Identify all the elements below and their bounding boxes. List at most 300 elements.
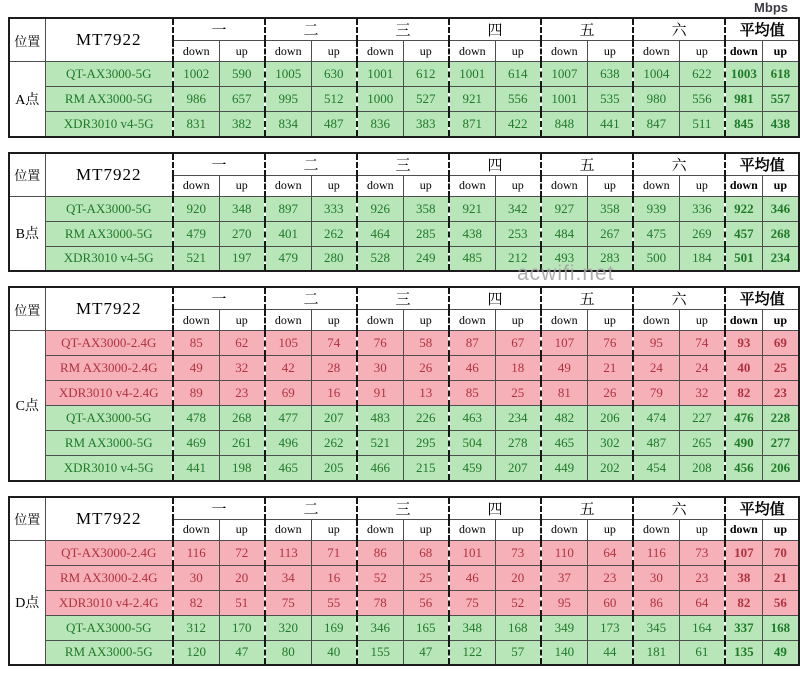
speed-cell-down: 483 [357,406,403,431]
group-header-4: 四 [449,18,541,41]
avg-down-cell: 38 [725,565,762,590]
speed-cell-up: 622 [679,62,725,87]
up-header: up [495,41,541,62]
table-row [9,381,799,406]
up-header: up [679,41,725,62]
down-header: down [449,175,495,196]
speed-cell-up: 535 [587,87,633,112]
speed-cell-down: 465 [265,456,311,481]
speed-cell-down: 493 [541,246,587,271]
avg-down-cell: 337 [725,615,762,640]
speed-cell-down: 485 [449,246,495,271]
device-name: XDR3010 v4-2.4G [45,381,173,406]
speed-cell-down: 52 [357,565,403,590]
speed-cell-up: 25 [495,381,541,406]
speed-cell-down: 980 [633,87,679,112]
speed-cell-down: 1002 [173,62,219,87]
speed-cell-down: 500 [633,246,679,271]
speed-cell-down: 116 [173,540,219,565]
speed-cell-up: 165 [403,615,449,640]
group-header-2: 二 [265,153,357,176]
speed-cell-up: 265 [679,431,725,456]
speed-cell-down: 85 [173,331,219,356]
speed-cell-up: 164 [679,615,725,640]
speed-cell-down: 79 [633,381,679,406]
speed-cell-up: 268 [219,406,265,431]
group-header-6: 六 [633,497,725,520]
avg-down-header: down [725,519,762,540]
speed-cell-up: 76 [587,331,633,356]
speed-cell-down: 921 [449,87,495,112]
position-header: 位置 [9,153,45,197]
speed-cell-down: 122 [449,640,495,665]
speed-cell-up: 197 [219,246,265,271]
group-header-3: 三 [357,497,449,520]
avg-up-header: up [762,519,799,540]
speed-cell-down: 82 [173,590,219,615]
speed-cell-up: 512 [311,87,357,112]
table-row [9,221,799,246]
speed-cell-down: 847 [633,112,679,137]
speed-cell-down: 320 [265,615,311,640]
speed-cell-down: 86 [357,540,403,565]
speed-cell-down: 155 [357,640,403,665]
up-header: up [403,519,449,540]
speed-cell-up: 261 [219,431,265,456]
up-header: up [587,41,633,62]
speed-cell-down: 110 [541,540,587,565]
speed-cell-up: 57 [495,640,541,665]
table-row [9,590,799,615]
speed-cell-up: 253 [495,221,541,246]
speed-cell-up: 13 [403,381,449,406]
average-header: 平均值 [725,287,799,310]
speed-cell-up: 556 [679,87,725,112]
group-header-1: 一 [173,497,265,520]
avg-down-header: down [725,41,762,62]
speed-cell-down: 454 [633,456,679,481]
device-name: QT-AX3000-5G [45,615,173,640]
speed-cell-down: 46 [449,565,495,590]
avg-up-header: up [762,175,799,196]
speed-cell-up: 208 [679,456,725,481]
table-row [9,406,799,431]
avg-up-cell: 25 [762,356,799,381]
down-header: down [449,41,495,62]
speed-cell-down: 401 [265,221,311,246]
speed-cell-down: 346 [357,615,403,640]
speed-cell-down: 116 [633,540,679,565]
avg-up-cell: 268 [762,221,799,246]
speed-cell-down: 521 [173,246,219,271]
speed-cell-down: 69 [265,381,311,406]
avg-down-cell: 457 [725,221,762,246]
speed-cell-up: 74 [311,331,357,356]
speed-cell-down: 113 [265,540,311,565]
speed-cell-up: 527 [403,87,449,112]
avg-down-header: down [725,310,762,331]
down-header: down [173,310,219,331]
speed-cell-down: 465 [541,431,587,456]
speed-cell-up: 51 [219,590,265,615]
speed-cell-up: 234 [495,406,541,431]
speed-cell-up: 262 [311,431,357,456]
speed-cell-down: 42 [265,356,311,381]
up-header: up [219,310,265,331]
down-header: down [265,41,311,62]
speed-cell-down: 95 [541,590,587,615]
up-header: up [495,519,541,540]
avg-up-cell: 168 [762,615,799,640]
speed-cell-up: 23 [587,565,633,590]
speed-cell-down: 86 [633,590,679,615]
down-header: down [265,310,311,331]
speed-cell-up: 614 [495,62,541,87]
device-name: RM AX3000-5G [45,431,173,456]
down-header: down [541,519,587,540]
speed-cell-down: 49 [541,356,587,381]
device-name: RM AX3000-5G [45,221,173,246]
device-name: RM AX3000-5G [45,87,173,112]
up-header: up [403,41,449,62]
down-header: down [541,175,587,196]
speed-cell-down: 459 [449,456,495,481]
speed-cell-down: 479 [265,246,311,271]
speed-cell-down: 441 [173,456,219,481]
group-header-4: 四 [449,497,541,520]
device-name: RM AX3000-2.4G [45,565,173,590]
avg-down-cell: 490 [725,431,762,456]
speed-cell-up: 32 [679,381,725,406]
speed-cell-down: 478 [173,406,219,431]
speed-cell-up: 358 [403,196,449,221]
speed-cell-up: 24 [679,356,725,381]
avg-up-cell: 21 [762,565,799,590]
average-header: 平均值 [725,153,799,176]
speed-cell-up: 285 [403,221,449,246]
up-header: up [403,310,449,331]
avg-down-header: down [725,175,762,196]
table-row [9,565,799,590]
avg-down-cell: 1003 [725,62,762,87]
speed-cell-up: 383 [403,112,449,137]
speed-table-1 [8,17,800,138]
up-header: up [587,519,633,540]
speed-cell-up: 62 [219,331,265,356]
speed-cell-down: 897 [265,196,311,221]
header-row-groups [9,287,799,310]
speed-cell-down: 921 [449,196,495,221]
avg-down-cell: 845 [725,112,762,137]
speed-cell-down: 78 [357,590,403,615]
avg-up-cell: 346 [762,196,799,221]
speed-cell-down: 120 [173,640,219,665]
avg-down-cell: 981 [725,87,762,112]
group-header-5: 五 [541,153,633,176]
speed-cell-down: 1001 [357,62,403,87]
up-header: up [679,175,725,196]
down-header: down [265,519,311,540]
up-header: up [495,175,541,196]
table-row [9,62,799,87]
group-header-6: 六 [633,153,725,176]
speed-cell-up: 74 [679,331,725,356]
speed-cell-up: 207 [495,456,541,481]
speed-cell-down: 1001 [541,87,587,112]
down-header: down [357,310,403,331]
table-row [9,615,799,640]
speed-cell-up: 342 [495,196,541,221]
position-cell: B点 [9,196,45,271]
speed-cell-up: 28 [311,356,357,381]
client-header: MT7922 [45,153,173,197]
up-header: up [587,310,633,331]
speed-cell-down: 477 [265,406,311,431]
speed-cell-up: 336 [679,196,725,221]
down-header: down [633,310,679,331]
avg-up-cell: 70 [762,540,799,565]
speed-cell-down: 438 [449,221,495,246]
speed-cell-down: 30 [357,356,403,381]
speed-cell-down: 927 [541,196,587,221]
down-header: down [633,41,679,62]
speed-table-2 [8,152,800,273]
speed-cell-up: 269 [679,221,725,246]
speed-cell-down: 1001 [449,62,495,87]
speed-cell-down: 939 [633,196,679,221]
position-cell: D点 [9,540,45,665]
table-row [9,112,799,137]
unit-label: Mbps [754,0,788,15]
tables-region [8,17,798,680]
group-header-6: 六 [633,287,725,310]
down-header: down [541,310,587,331]
speed-cell-up: 333 [311,196,357,221]
speed-cell-down: 76 [357,331,403,356]
header-row-groups [9,18,799,41]
up-header: up [219,41,265,62]
position-header: 位置 [9,18,45,62]
speed-cell-up: 612 [403,62,449,87]
device-name: XDR3010 v4-2.4G [45,590,173,615]
device-name: QT-AX3000-5G [45,406,173,431]
speed-cell-down: 91 [357,381,403,406]
speed-table-4 [8,496,800,667]
speed-cell-down: 46 [449,356,495,381]
speed-cell-down: 30 [173,565,219,590]
down-header: down [633,519,679,540]
speed-cell-down: 75 [265,590,311,615]
up-header: up [679,310,725,331]
speed-cell-up: 348 [219,196,265,221]
avg-down-cell: 82 [725,381,762,406]
speed-cell-up: 487 [311,112,357,137]
speed-cell-down: 528 [357,246,403,271]
down-header: down [173,519,219,540]
avg-up-header: up [762,310,799,331]
speed-cell-up: 170 [219,615,265,640]
speed-cell-up: 207 [311,406,357,431]
speed-cell-up: 556 [495,87,541,112]
speed-cell-down: 484 [541,221,587,246]
speed-cell-down: 30 [633,565,679,590]
speed-cell-down: 464 [357,221,403,246]
speed-cell-up: 67 [495,331,541,356]
speed-cell-down: 479 [173,221,219,246]
speed-cell-down: 836 [357,112,403,137]
speed-cell-down: 1005 [265,62,311,87]
device-name: QT-AX3000-5G [45,62,173,87]
group-header-1: 一 [173,18,265,41]
device-name: QT-AX3000-5G [45,196,173,221]
speed-cell-up: 590 [219,62,265,87]
speed-cell-down: 920 [173,196,219,221]
speed-cell-down: 89 [173,381,219,406]
table-row [9,456,799,481]
speed-cell-up: 20 [219,565,265,590]
speed-cell-up: 657 [219,87,265,112]
speed-cell-down: 140 [541,640,587,665]
speed-cell-down: 1000 [357,87,403,112]
speed-cell-down: 75 [449,590,495,615]
up-header: up [311,175,357,196]
group-header-2: 二 [265,18,357,41]
speed-cell-down: 37 [541,565,587,590]
speed-cell-up: 68 [403,540,449,565]
avg-up-header: up [762,41,799,62]
speed-cell-up: 64 [587,540,633,565]
speed-cell-up: 267 [587,221,633,246]
client-header: MT7922 [45,497,173,541]
speed-cell-up: 64 [679,590,725,615]
speed-cell-up: 511 [679,112,725,137]
speed-cell-up: 422 [495,112,541,137]
speed-cell-down: 482 [541,406,587,431]
group-header-5: 五 [541,497,633,520]
speed-cell-up: 47 [403,640,449,665]
speed-cell-down: 349 [541,615,587,640]
speed-cell-up: 26 [403,356,449,381]
device-name: XDR3010 v4-5G [45,246,173,271]
up-header: up [311,310,357,331]
speed-cell-up: 206 [587,406,633,431]
speed-cell-up: 20 [495,565,541,590]
speed-cell-up: 169 [311,615,357,640]
group-header-3: 三 [357,18,449,41]
group-header-4: 四 [449,153,541,176]
device-name: XDR3010 v4-5G [45,112,173,137]
speed-cell-up: 25 [403,565,449,590]
avg-up-cell: 49 [762,640,799,665]
down-header: down [357,519,403,540]
watermark: acwifi.net [517,262,615,285]
table-row [9,540,799,565]
down-header: down [173,41,219,62]
group-header-5: 五 [541,18,633,41]
speed-cell-up: 358 [587,196,633,221]
group-header-1: 一 [173,287,265,310]
speed-cell-up: 18 [495,356,541,381]
avg-down-cell: 135 [725,640,762,665]
speed-cell-down: 34 [265,565,311,590]
speed-cell-up: 58 [403,331,449,356]
speed-cell-down: 995 [265,87,311,112]
speed-cell-down: 986 [173,87,219,112]
up-header: up [311,41,357,62]
speed-cell-down: 834 [265,112,311,137]
table-row [9,246,799,271]
group-header-1: 一 [173,153,265,176]
avg-down-cell: 40 [725,356,762,381]
avg-down-cell: 501 [725,246,762,271]
speed-cell-down: 345 [633,615,679,640]
position-cell: C点 [9,331,45,481]
speed-cell-up: 212 [495,246,541,271]
up-header: up [219,519,265,540]
group-header-2: 二 [265,497,357,520]
speed-cell-down: 926 [357,196,403,221]
header-row-groups [9,497,799,520]
down-header: down [449,310,495,331]
speed-cell-down: 475 [633,221,679,246]
speed-cell-up: 52 [495,590,541,615]
speed-cell-up: 26 [587,381,633,406]
avg-down-cell: 82 [725,590,762,615]
speed-cell-up: 184 [679,246,725,271]
speed-cell-down: 348 [449,615,495,640]
speed-cell-down: 24 [633,356,679,381]
speed-cell-up: 168 [495,615,541,640]
speed-cell-up: 72 [219,540,265,565]
up-header: up [219,175,265,196]
device-name: RM AX3000-2.4G [45,356,173,381]
device-name: XDR3010 v4-5G [45,456,173,481]
speed-cell-up: 47 [219,640,265,665]
speed-cell-up: 382 [219,112,265,137]
speed-cell-down: 496 [265,431,311,456]
speed-cell-up: 295 [403,431,449,456]
device-name: QT-AX3000-2.4G [45,331,173,356]
avg-up-cell: 557 [762,87,799,112]
speed-cell-up: 278 [495,431,541,456]
table-row [9,87,799,112]
avg-up-cell: 23 [762,381,799,406]
speed-cell-up: 262 [311,221,357,246]
speed-cell-up: 630 [311,62,357,87]
speed-cell-up: 73 [679,540,725,565]
speed-cell-up: 23 [219,381,265,406]
speed-cell-down: 81 [541,381,587,406]
avg-down-cell: 922 [725,196,762,221]
speed-cell-down: 449 [541,456,587,481]
speed-cell-up: 61 [679,640,725,665]
avg-down-cell: 93 [725,331,762,356]
speed-cell-up: 71 [311,540,357,565]
avg-up-cell: 618 [762,62,799,87]
speed-cell-down: 504 [449,431,495,456]
speed-cell-up: 60 [587,590,633,615]
speed-cell-down: 463 [449,406,495,431]
speed-cell-down: 466 [357,456,403,481]
speed-cell-up: 16 [311,565,357,590]
down-header: down [449,519,495,540]
table-row [9,356,799,381]
speed-cell-down: 85 [449,381,495,406]
client-header: MT7922 [45,18,173,62]
speed-cell-down: 107 [541,331,587,356]
up-header: up [403,175,449,196]
speed-cell-up: 302 [587,431,633,456]
